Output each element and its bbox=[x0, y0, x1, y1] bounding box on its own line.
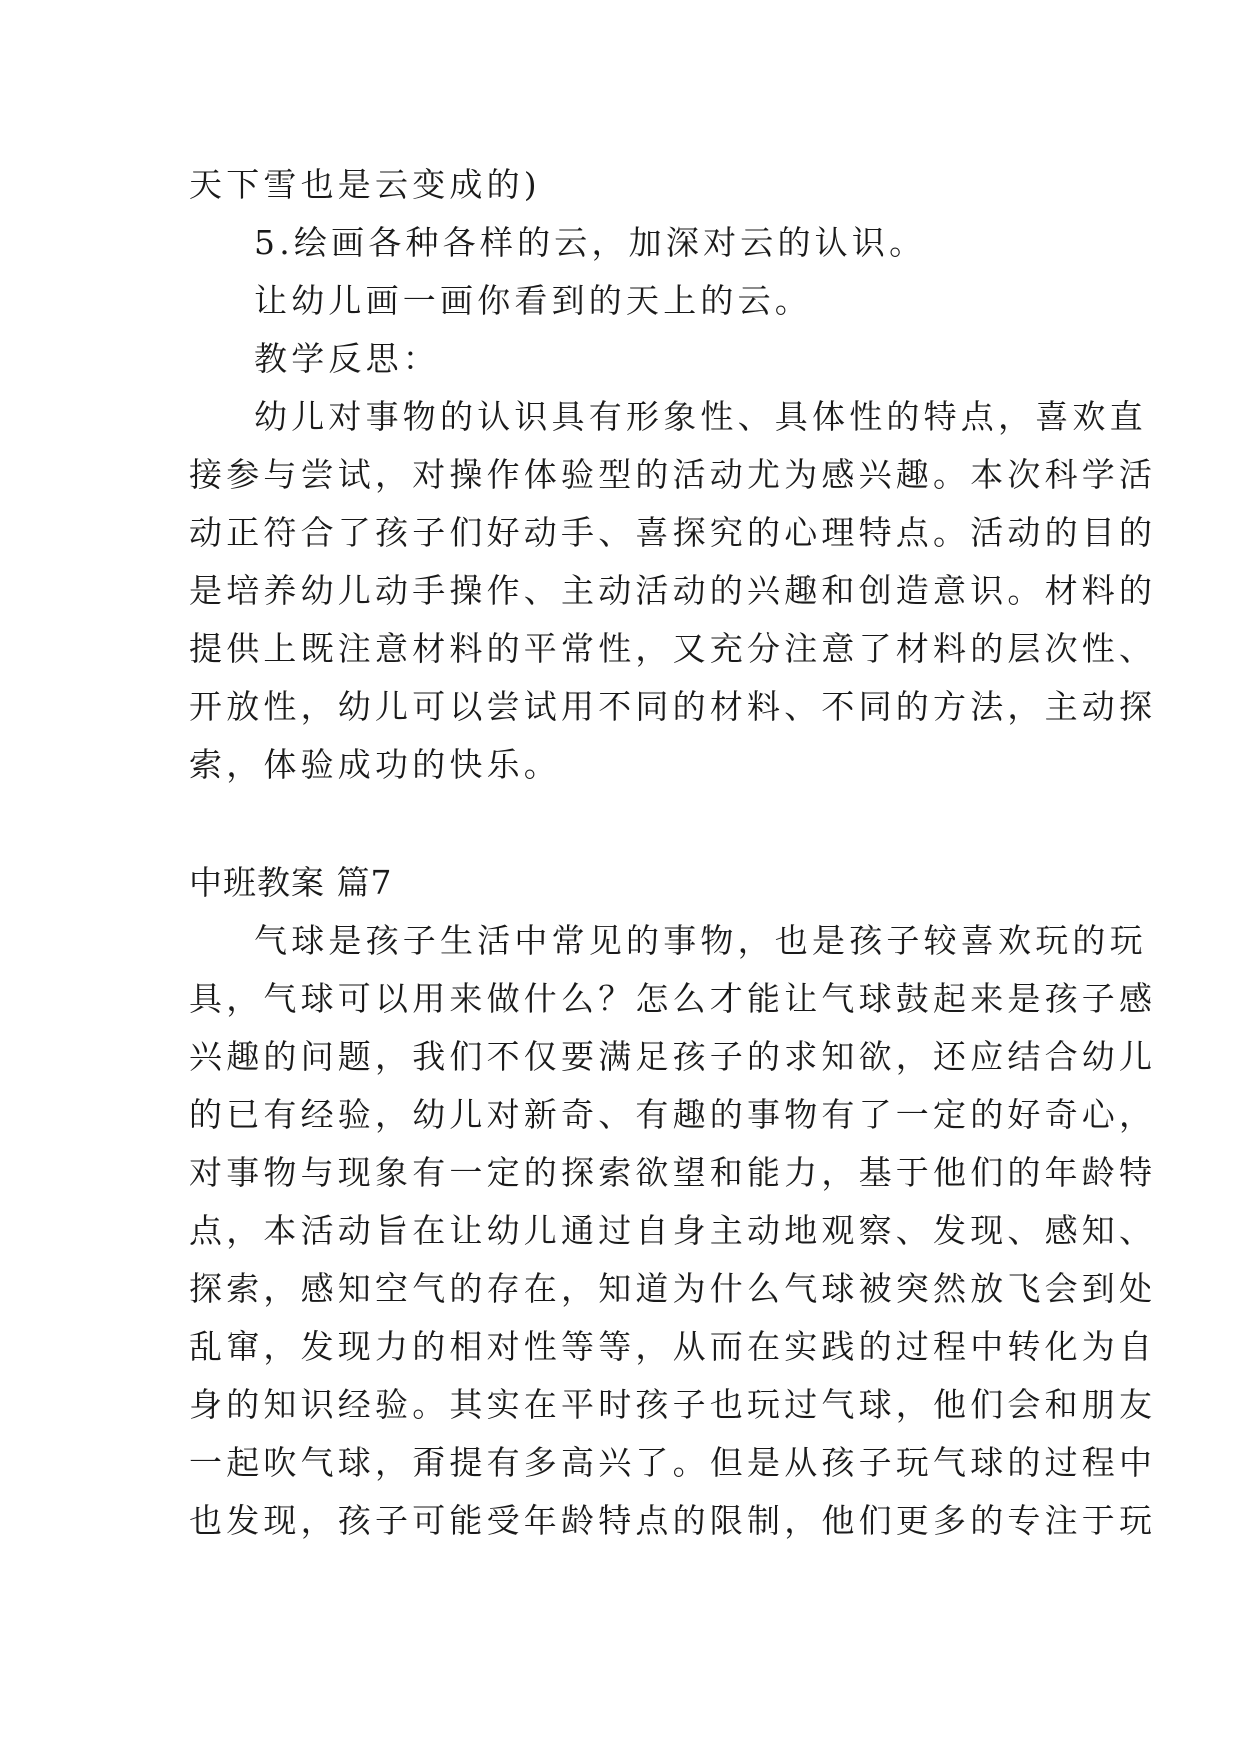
text-line: 5.绘画各种各样的云，加深对云的认识。 bbox=[254, 223, 927, 262]
text-line: 兴趣的问题，我们不仅要满足孩子的求知欲，还应结合幼儿 bbox=[189, 1037, 1157, 1076]
text-line: 对事物与现象有一定的探索欲望和能力，基于他们的年龄特 bbox=[189, 1153, 1157, 1192]
text-line: 开放性，幼儿可以尝试用不同的材料、不同的方法，主动探 bbox=[189, 687, 1157, 726]
text-line: 教学反思： bbox=[254, 339, 440, 378]
text-line: 幼儿对事物的认识具有形象性、具体性的特点，喜欢直 bbox=[254, 397, 1147, 436]
text-line: 乱窜，发现力的相对性等等，从而在实践的过程中转化为自 bbox=[189, 1327, 1157, 1366]
text-line: 动正符合了孩子们好动手、喜探究的心理特点。活动的目的 bbox=[189, 513, 1157, 552]
text-line: 天下雪也是云变成的) bbox=[189, 165, 541, 204]
text-line: 索，体验成功的快乐。 bbox=[189, 745, 561, 784]
text-line: 具，气球可以用来做什么？怎么才能让气球鼓起来是孩子感 bbox=[189, 979, 1157, 1018]
text-line: 探索，感知空气的存在，知道为什么气球被突然放飞会到处 bbox=[189, 1269, 1157, 1308]
text-line: 也发现，孩子可能受年龄特点的限制，他们更多的专注于玩 bbox=[189, 1501, 1157, 1540]
text-line: 气球是孩子生活中常见的事物，也是孩子较喜欢玩的玩 bbox=[254, 921, 1147, 960]
text-line: 身的知识经验。其实在平时孩子也玩过气球，他们会和朋友 bbox=[189, 1385, 1157, 1424]
text-line: 一起吹气球，甭提有多高兴了。但是从孩子玩气球的过程中 bbox=[189, 1443, 1157, 1482]
text-line: 提供上既注意材料的平常性，又充分注意了材料的层次性、 bbox=[189, 629, 1157, 668]
section-heading: 中班教案 篇7 bbox=[189, 863, 393, 902]
text-line: 接参与尝试，对操作体验型的活动尤为感兴趣。本次科学活 bbox=[189, 455, 1157, 494]
text-line: 点，本活动旨在让幼儿通过自身主动地观察、发现、感知、 bbox=[189, 1211, 1157, 1250]
text-line: 是培养幼儿动手操作、主动活动的兴趣和创造意识。材料的 bbox=[189, 571, 1157, 610]
text-line: 的已有经验，幼儿对新奇、有趣的事物有了一定的好奇心， bbox=[189, 1095, 1157, 1134]
text-line: 让幼儿画一画你看到的天上的云。 bbox=[254, 281, 812, 320]
